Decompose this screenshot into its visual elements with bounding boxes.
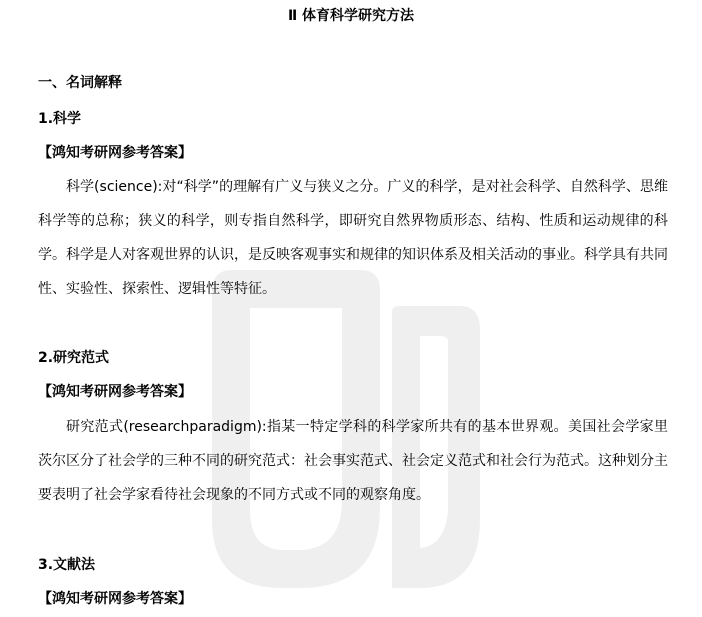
term-heading-research-paradigm: 2.研究范式: [38, 350, 110, 366]
term-heading-literature-method: 3.文献法: [38, 557, 96, 573]
document-title: Ⅱ 体育科学研究方法: [287, 8, 415, 24]
section-heading: 一、名词解释: [38, 75, 122, 91]
definition-paragraph-science: 科学(science):对“科学”的理解有广义与狭义之分。广义的科学，是对社会科学、自然科学、思维科学等的总称；狭义的科学，则专指自然科学，即研究自然界物质形态、结构、性质和运动规律的科学。科学是人对客观世界的认识，是反映客观事实和规律的知识体系及相关活动的事业。科学具有共同性、实验性、探索性、逻辑性等特征。: [38, 179, 668, 297]
answer-label: 【鸿知考研网参考答案】: [38, 591, 192, 607]
answer-label: 【鸿知考研网参考答案】: [38, 145, 192, 161]
definition-paragraph-research-paradigm: 研究范式(researchparadigm):指某一特定学科的科学家所共有的基本世界观。美国社会学家里茨尔区分了社会学的三种不同的研究范式：社会事实范式、社会定义范式和社会行为范式。这种划分主要表明了社会学家看待社会现象的不同方式或不同的观察角度。: [38, 419, 668, 503]
term-heading-science: 1.科学: [38, 111, 82, 127]
answer-label: 【鸿知考研网参考答案】: [38, 384, 192, 400]
